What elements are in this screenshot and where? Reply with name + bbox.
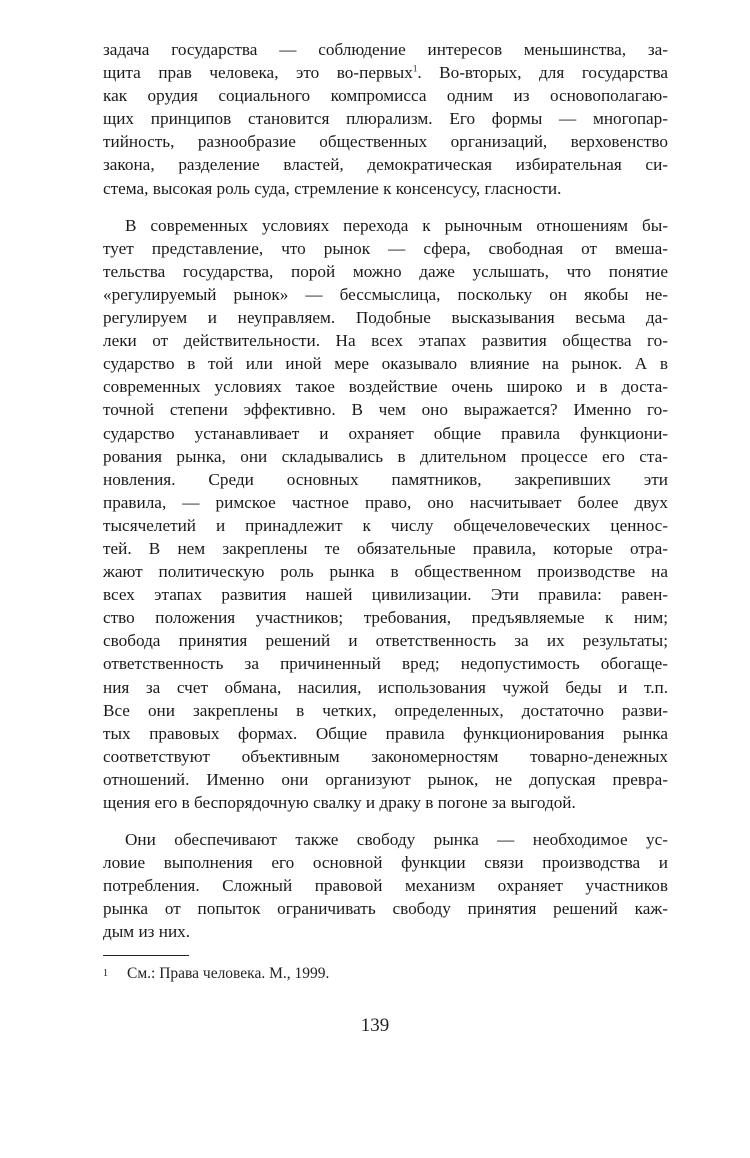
- paragraph: [103, 214, 668, 814]
- text-line: ния за счет обмана, насилия, использования чужой беды и т.п.: [103, 677, 668, 697]
- footnote-text: См.: Права человека. М., 1999.: [127, 965, 330, 982]
- page-number: 139: [360, 1015, 390, 1036]
- text-line: как орудия социального компромисса одним из основополагаю-: [103, 86, 668, 106]
- text-line: щения его в беспорядочную свалку и драку в погоне за выгодой.: [103, 793, 576, 812]
- text-line: регулируем и неуправляем. Подобные высказывания весьма да-: [103, 308, 668, 328]
- text-line: тует представление, что рынок — сфера, свободная от вмеша-: [103, 238, 668, 258]
- footnote-reference: 1: [412, 63, 418, 74]
- text-line: тельства государства, порой можно даже услышать, что понятие: [103, 261, 668, 281]
- text-line: стема, высокая роль суда, стремление к консенсусу, гласности.: [103, 178, 562, 198]
- text-line: задача государства — соблюдение интересов меньшинства, за-: [103, 40, 668, 59]
- text-line: Все они закреплены в четких, определенных, достаточно разви-: [103, 700, 668, 720]
- text-line: ответственность за причиненный вред; недопустимость обогаще-: [103, 654, 668, 674]
- footnote: [103, 964, 329, 984]
- text-line: жают политическую роль рынка в общественном производстве на: [103, 562, 668, 582]
- text-line: Они обеспечивают также свободу рынка — необходимое ус-: [125, 830, 668, 850]
- text-line: тысячелетий и принадлежит к числу общечеловеческих ценнос-: [103, 515, 668, 535]
- paragraph: [103, 38, 668, 200]
- text-line: дым из них.: [103, 922, 191, 942]
- text-line: рования рынка, они складывались в длительном процессе его ста-: [103, 446, 668, 466]
- text-line: щих принципов становится плюрализм. Его формы — многопар-: [103, 109, 668, 129]
- text-line: ство положения участников; требования, предъявляемые к ним;: [103, 608, 668, 628]
- text-line: В современных условиях перехода к рыночным отношениям бы-: [125, 215, 668, 235]
- text-line: леки от действительности. На всех этапах развития общества го-: [103, 331, 668, 351]
- text-line: ловие выполнения его основной функции связи производства и: [103, 853, 668, 873]
- text-line: тийность, разнообразие общественных организаций, верховенство: [103, 132, 668, 152]
- text-line: щита прав человека, это во-первых$^1$. Во-вторых, для государства: [103, 63, 668, 83]
- text-line: рынка от попыток ограничивать свободу принятия решений каж-: [103, 899, 668, 919]
- text-line: потребления. Сложный правовой механизм охраняет участников: [103, 876, 668, 896]
- text-line: точной степени эффективно. В чем оно выражается? Именно го-: [103, 400, 668, 420]
- text-line: всех этапах развития нашей цивилизации. Эти правила: равен-: [103, 585, 668, 605]
- footnote-mark: 1: [103, 968, 108, 979]
- text-line: правила, — римское частное право, оно насчитывает более двух: [103, 492, 668, 512]
- text-line: свобода принятия решений и ответственность за их результаты;: [103, 631, 668, 651]
- text-line: отношений. Именно они организуют рынок, не допуская превра-: [103, 769, 668, 789]
- text-line: тых правовых формах. Общие правила функционирования рынка: [103, 723, 668, 743]
- text-line: новления. Среди основных памятников, закрепивших эти: [103, 469, 668, 489]
- paragraph: [103, 828, 668, 943]
- footnote-divider: [103, 955, 189, 956]
- text-line: «регулируемый рынок» — бессмыслица, поскольку он якобы не-: [103, 284, 668, 304]
- text-line: современных условиях такое воздействие очень широко и в доста-: [103, 377, 668, 397]
- text-line: соответствуют объективным закономерностям товарно-денежных: [103, 746, 668, 766]
- text-line: закона, разделение властей, демократическая избирательная си-: [103, 155, 668, 175]
- text-line: сударство в той или иной мере оказывало влияние на рынок. А в: [103, 354, 668, 374]
- main-text: [103, 38, 668, 944]
- text-line: тей. В нем закреплены те обязательные правила, которые отра-: [103, 538, 668, 558]
- text-line: сударство устанавливает и охраняет общие правила функциони-: [103, 423, 668, 443]
- page-body: [103, 38, 668, 944]
